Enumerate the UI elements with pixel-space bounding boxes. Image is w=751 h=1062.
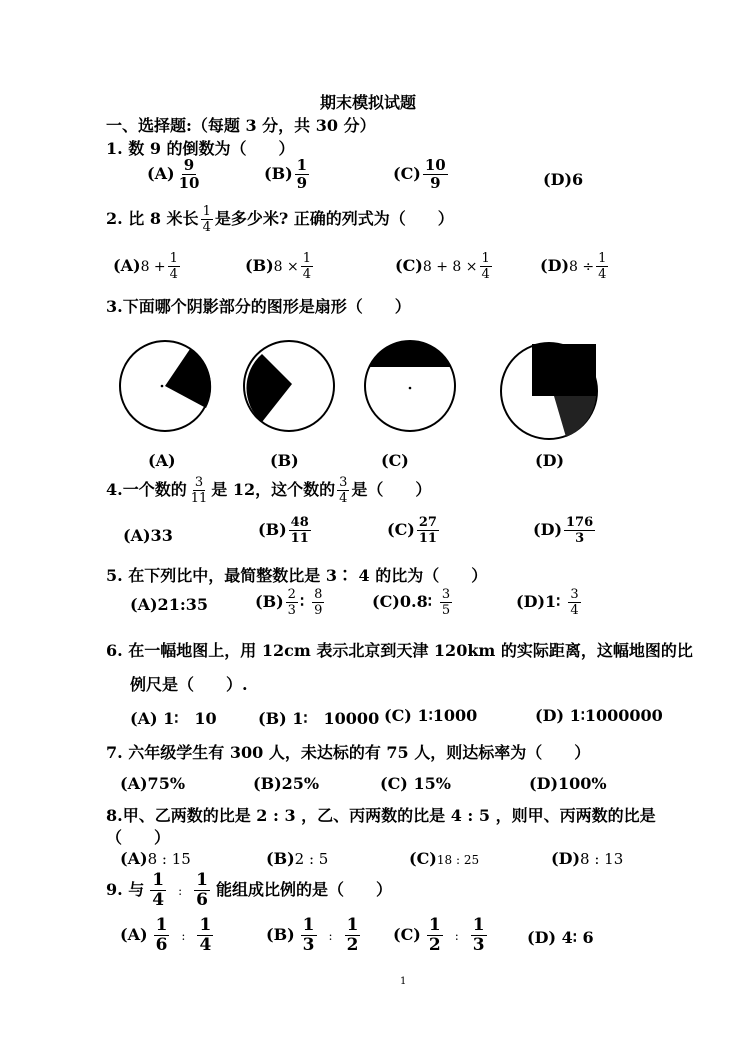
q3-figure-d [494,336,609,446]
q6-stem-line1: 6. 在一幅地图上，用 12cm 表示北京到天津 120km 的实际距离，这幅地图的比 [106,641,693,660]
q6-stem-line2: 例尺是（ ）. [130,675,248,694]
q7-option-b: (B)25% [253,774,320,793]
q9-option-b: (B) $\frac{1}{3}$ : $\frac{1}{2}$ [266,915,359,955]
q6-option-b: (B) 1∶ 10000 [258,709,380,728]
q7-stem: 7. 六年级学生有 300 人，未达标的有 75 人，则达标率为（ ） [106,743,591,762]
q8-option-a: (A)8 : 15 [120,849,191,868]
q3-figure-c [358,336,468,446]
q5-option-d: (D)1∶ $\frac{3}{4}$ [516,587,579,618]
q8-option-b: (B)2 : 5 [266,849,329,868]
q9-option-a: (A) $\frac{1}{6}$ : $\frac{1}{4}$ [120,915,212,955]
q3-label-c: (C) [381,451,409,470]
q5-stem: 5. 在下列比中，最简整数比是 3∶ 4 的比为（ ） [106,566,488,585]
q1-option-a: (A) $\frac{9}{10}$ [147,156,200,192]
q7-option-d: (D)100% [529,774,607,793]
q1-option-d: (D)6 [543,170,584,189]
q2-option-d: (D)8 ÷ $\frac{1}{4}$ [540,251,607,282]
q5-option-a: (A)21:35 [130,595,208,614]
q1-option-c: (C) $\frac{10}{9}$ [393,156,446,192]
q3-figure-b [234,336,344,446]
q7-option-a: (A)75% [120,774,186,793]
q4-option-a: (A)33 [123,526,173,545]
q7-option-c: (C) 15% [380,774,451,793]
q1-option-b: (B) $\frac{1}{9}$ [264,156,308,192]
q2-option-c: (C)8 + 8 × $\frac{1}{4}$ [395,251,490,282]
q9-stem: 9. 与 $\frac{1}{4}$ : $\frac{1}{6}$ 能组成比例的是（ ） [106,870,393,910]
q5-option-b: (B) $\frac{2}{3}$ ∶ $\frac{8}{9}$ [255,587,323,618]
q4-stem: 4.一个数的 $\frac{3}{11}$ 是 12，这个数的 $\frac{3}{4}$ 是（ ） [106,475,432,506]
q3-figure-a [110,336,220,446]
q2-stem: 2. 比 8 米长 $\frac{1}{4}$ 是多少米? 正确的列式为（ ） [106,204,454,235]
q5-option-c: (C)0.8∶ $\frac{3}{5}$ [372,587,451,618]
q3-label-b: (B) [270,451,299,470]
q4-option-d: (D) $\frac{176}{3}$ [533,515,594,546]
q8-stem-line1: 8.甲、乙两数的比是 2 : 3 ，乙、丙两数的比是 4 : 5 ，则甲、丙两数的比是 [106,806,656,825]
q6-option-a: (A) 1∶ 10 [130,709,217,728]
q4-option-b: (B) $\frac{48}{11}$ [258,515,309,546]
q6-option-c: (C) 1∶1000 [384,706,478,725]
q2-option-a: (A)8 + $\frac{1}{4}$ [113,251,178,282]
q2-option-b: (B)8 × $\frac{1}{4}$ [245,251,312,282]
q8-stem-line2: （ ） [106,828,171,847]
q3-stem: 3.下面哪个阴影部分的图形是扇形（ ） [106,297,411,316]
q1-stem: 1. 数 9 的倒数为（ ） [106,139,295,158]
q9-option-d: (D) 4∶ 6 [527,928,594,947]
q9-option-c: (C) $\frac{1}{2}$ : $\frac{1}{3}$ [393,915,485,955]
q8-option-c: (C)18 : 25 [409,849,480,868]
q3-label-d: (D) [535,451,565,470]
q8-option-d: (D)8 : 13 [551,849,624,868]
q4-option-c: (C) $\frac{27}{11}$ [387,515,437,546]
q6-option-d: (D) 1∶1000000 [535,706,663,725]
q3-label-a: (A) [148,451,176,470]
page-number: 1 [400,976,407,987]
page-title: 期末模拟试题 [320,93,417,112]
section-heading: 一、选择题:（每题 3 分，共 30 分） [106,116,376,135]
